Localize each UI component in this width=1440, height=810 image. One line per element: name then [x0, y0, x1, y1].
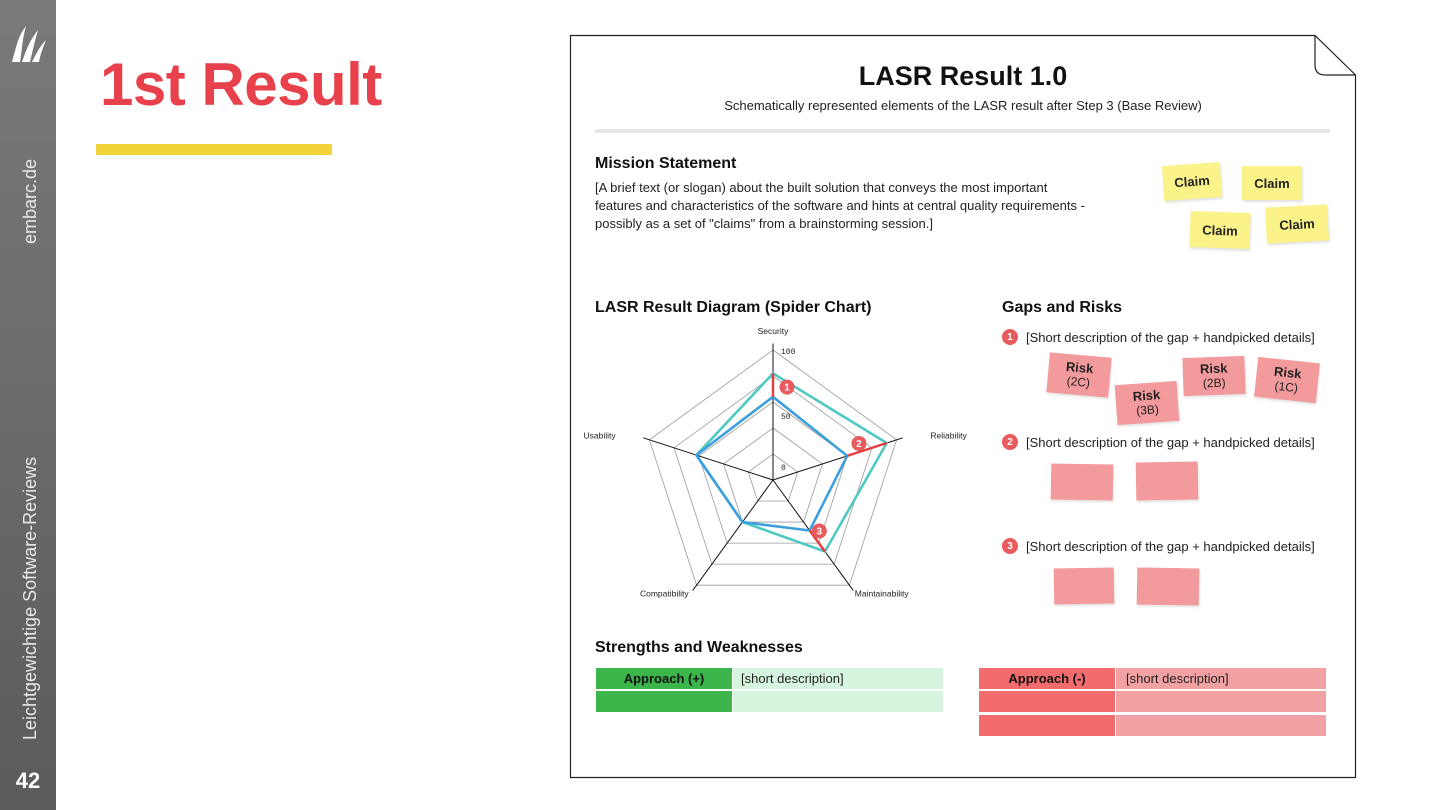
gap-item: [1002, 538, 1315, 554]
risk-ref: (2C): [1066, 373, 1091, 390]
risk-ref: (1C): [1273, 378, 1299, 396]
strength-approach-label: Approach (+): [596, 668, 732, 689]
empty-risk-note: [1051, 463, 1114, 500]
result-document: [570, 35, 1356, 778]
claim-note: Claim: [1242, 166, 1302, 200]
embarc-logo-icon: [8, 22, 48, 64]
mission-line: features and characteristics of the software and hints at central quality requirements -: [595, 198, 1085, 213]
radar-tick-label: 0: [781, 464, 786, 473]
spider-chart-svg: [583, 326, 967, 610]
risk-label: Risk: [1199, 360, 1228, 377]
weakness-row: [979, 668, 1326, 689]
gaps-heading: Gaps and Risks: [1002, 299, 1123, 316]
strength-row-empty: [596, 691, 943, 712]
empty-risk-note: [1136, 461, 1199, 500]
radar-axis-label: Usability: [583, 430, 616, 441]
risk-label: Risk: [1273, 363, 1303, 382]
sidebar-tagline: Leichtgewichtige Software-Reviews: [20, 456, 40, 740]
strength-row: [596, 668, 943, 689]
mission-heading: Mission Statement: [595, 155, 737, 172]
sidebar: [0, 0, 56, 810]
strength-empty-label-cell: [596, 691, 732, 712]
gap-number-badge: 2: [1002, 434, 1018, 450]
radar-tick-label: 50: [781, 413, 791, 422]
risk-note: [1182, 356, 1245, 396]
weakness-empty-desc-cell: [1116, 691, 1326, 712]
risk-ref: (3B): [1135, 402, 1160, 418]
title-underline: [96, 144, 332, 155]
empty-risk-note: [1137, 567, 1200, 605]
risk-label: Risk: [1065, 358, 1094, 377]
weakness-empty-label-cell: [979, 691, 1115, 712]
doc-divider: [595, 129, 1330, 133]
weakness-empty-desc-cell: [1116, 715, 1326, 736]
mission-line: possibly as a set of "claims" from a brainstorming session.]: [595, 216, 933, 231]
sidebar-domain: embarc.de: [20, 158, 40, 244]
claim-note: Claim: [1189, 211, 1250, 249]
radar-gap-badge-number: 3: [816, 526, 823, 538]
mission-line: [A brief text (or slogan) about the built solution that conveys the most important: [595, 180, 1048, 195]
radar-tick-label: 100: [781, 348, 796, 357]
mission-text: [595, 179, 1135, 233]
gap-text: [Short description of the gap + handpicked details]: [1026, 538, 1315, 554]
radar-gap-badge-number: 1: [784, 382, 790, 394]
doc-subtitle: Schematically represented elements of the LASR result after Step 3 (Base Review): [724, 98, 1202, 113]
radar-axis-label: Security: [757, 326, 789, 337]
gap-text: [Short description of the gap + handpicked details]: [1026, 434, 1315, 450]
strengths-heading: Strengths and Weaknesses: [595, 639, 803, 656]
radar-gap-badge-number: 2: [856, 438, 862, 450]
weakness-approach-label: Approach (-): [979, 668, 1115, 689]
gap-number-badge: 3: [1002, 538, 1018, 554]
diagram-heading: LASR Result Diagram (Spider Chart): [595, 299, 872, 316]
empty-risk-note: [1054, 567, 1115, 604]
gap-item: [1002, 434, 1315, 450]
page-number: 42: [15, 768, 41, 793]
spider-chart: [583, 326, 967, 610]
radar-axis-label: Maintainability: [854, 588, 909, 599]
weakness-row-empty: [979, 691, 1326, 712]
gap-text: [Short description of the gap + handpicked details]: [1026, 329, 1315, 345]
strength-empty-desc-cell: [733, 691, 943, 712]
weakness-row-empty: [979, 715, 1326, 736]
strength-description: [short description]: [733, 668, 943, 689]
radar-axis-line: [693, 480, 773, 590]
risk-note: [1254, 357, 1320, 403]
risk-note: [1115, 381, 1180, 425]
slide-title: 1st Result: [100, 51, 382, 118]
risk-label: Risk: [1132, 387, 1161, 404]
doc-title: LASR Result 1.0: [858, 61, 1068, 91]
risk-ref: (2B): [1202, 375, 1226, 391]
radar-axis-label: Compatibility: [639, 588, 689, 599]
radar-axis-label: Reliability: [930, 430, 967, 441]
gap-number-badge: 1: [1002, 329, 1018, 345]
claim-note: Claim: [1265, 204, 1329, 243]
claim-note: Claim: [1162, 162, 1222, 201]
risk-note: [1046, 352, 1111, 397]
weakness-empty-label-cell: [979, 715, 1115, 736]
weakness-description: [short description]: [1116, 668, 1326, 689]
gap-item: [1002, 329, 1315, 345]
